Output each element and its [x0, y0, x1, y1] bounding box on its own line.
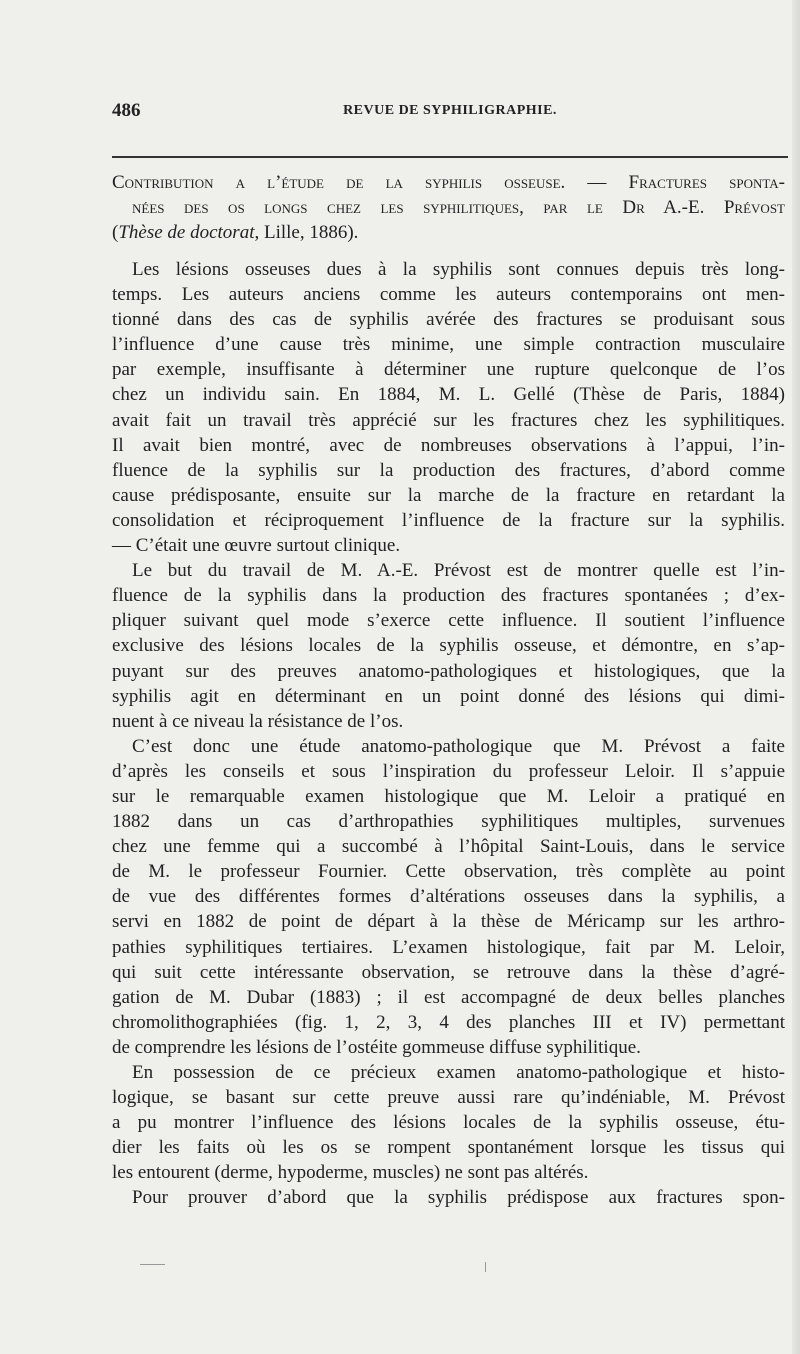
text-line: Le but du travail de M. A.-E. Prévost est de montrer quelle est l’in-: [132, 560, 785, 582]
text-line: puyant sur des preuves anatomo-pathologiques et histologiques, que la: [112, 660, 785, 682]
text-line: a pu montrer l’influence des lésions locales de la syphilis osseuse, étu-: [112, 1112, 785, 1134]
text-line: pliquer suivant quel mode s’exerce cette influence. Il soutient l’influence: [112, 610, 785, 632]
text-line: chromolithographiées (fig. 1, 2, 3, 4 des planches III et IV) permettant: [112, 1011, 785, 1033]
citation-open: (: [112, 222, 119, 243]
text-line: 1882 dans un cas d’arthropathies syphilitiques multiples, survenues: [112, 811, 785, 833]
text-line: C’est donc une étude anatomo-pathologique que M. Prévost a faite: [132, 735, 785, 757]
paragraphs: [112, 257, 785, 1211]
text-line: servi en 1882 de point de départ à la thèse de Méricamp sur les arthro-: [112, 911, 785, 933]
text-line: temps. Les auteurs anciens comme les auteurs contemporains ont men-: [112, 284, 785, 306]
text-line: l’influence d’une cause très minime, une simple contraction musculaire: [112, 334, 785, 356]
header-rule: [112, 156, 788, 158]
text-line: sur le remarquable examen histologique que M. Leloir a pratiqué en: [112, 785, 785, 807]
text-line: syphilis agit en déterminant en un point donné des lésions qui dimi-: [112, 685, 785, 707]
text-line: avait fait un travail très apprécié sur les fractures chez les syphilitiques.: [112, 409, 785, 431]
text-line: chez un individu sain. En 1884, M. L. Gellé (Thèse de Paris, 1884): [112, 384, 785, 406]
title-line: nées des os longs chez les syphilitiques, par le Dr A.-E. Prévost: [132, 197, 785, 218]
text-line: de vue des différentes formes d’altérations osseuses dans la syphilis, a: [112, 886, 785, 908]
text-line: de comprendre les lésions de l’ostéite gommeuse diffuse syphilitique.: [112, 1036, 641, 1058]
text-line: chez une femme qui a succombé à l’hôpital Saint-Louis, dans le service: [112, 836, 785, 858]
paragraph: [112, 558, 785, 734]
article-title: [112, 170, 785, 245]
page-number: 486: [112, 100, 141, 121]
text-line: — C’était une œuvre surtout clinique.: [112, 535, 401, 557]
text-line: d’après les conseils et sous l’inspiration du professeur Leloir. Il s’appuie: [112, 760, 785, 782]
text-line: consolidation et réciproquement l’influence de la fracture sur la syphilis.: [112, 509, 785, 531]
text-line: cause prédisposante, ensuite sur la marche de la fracture en retardant la: [112, 484, 785, 506]
text-line: les entourent (derme, hypoderme, muscles) ne sont pas altérés.: [112, 1162, 589, 1184]
text-line: Pour prouver d’abord que la syphilis prédispose aux fractures spon-: [132, 1187, 785, 1209]
text-line: de M. le professeur Fournier. Cette observation, très complète au point: [112, 861, 785, 883]
scan-mark: [140, 1264, 165, 1265]
text-line: logique, se basant sur cette preuve aussi rare qu’indéniable, M. Prévost: [112, 1087, 785, 1109]
text-line: dier les faits où les os se rompent spontanément lorsque les tissus qui: [112, 1137, 785, 1159]
paragraph: [112, 257, 785, 558]
text-line: fluence de la syphilis dans la production des fractures spontanées ; d’ex-: [112, 585, 785, 607]
text-line: qui suit cette intéressante observation, se retrouve dans la thèse d’agré-: [112, 961, 785, 983]
title-citation: [112, 220, 785, 245]
article-body: [112, 170, 785, 1211]
running-header: [112, 100, 788, 126]
text-line: tionné dans des cas de syphilis avérée des fractures se produisant sous: [112, 309, 785, 331]
paragraph: [112, 1185, 785, 1210]
paragraph: [112, 1060, 785, 1185]
text-line: Il avait bien montré, avec de nombreuses observations à l’appui, l’in-: [112, 434, 785, 456]
text-line: pathies syphilitiques tertiaires. L’examen histologique, fait par M. Leloir,: [112, 936, 785, 958]
text-line: exclusive des lésions locales de la syphilis osseuse, et démontre, en s’ap-: [112, 635, 785, 657]
text-line: par exemple, insuffisante à déterminer une rupture quelconque de l’os: [112, 359, 785, 381]
title-line: Contribution a l’étude de la syphilis osseuse. — Fractures sponta-: [112, 172, 785, 193]
text-line: fluence de la syphilis sur la production des fractures, d’abord comme: [112, 459, 785, 481]
text-line: gation de M. Dubar (1883) ; il est accompagné de deux belles planches: [112, 986, 785, 1008]
scan-mark: [485, 1262, 486, 1272]
text-line: nuent à ce niveau la résistance de l’os.: [112, 710, 404, 732]
thesis-title: Thèse de doctorat: [118, 222, 255, 243]
text-line: En possession de ce précieux examen anatomo-pathologique et histo-: [132, 1062, 785, 1083]
citation-rest: , Lille, 1886).: [254, 222, 359, 243]
text-line: Les lésions osseuses dues à la syphilis sont connues depuis très long-: [132, 259, 785, 280]
paragraph: [112, 734, 785, 1060]
page-edge-shadow: [792, 0, 800, 1354]
running-title: REVUE DE SYPHILIGRAPHIE.: [343, 103, 557, 118]
